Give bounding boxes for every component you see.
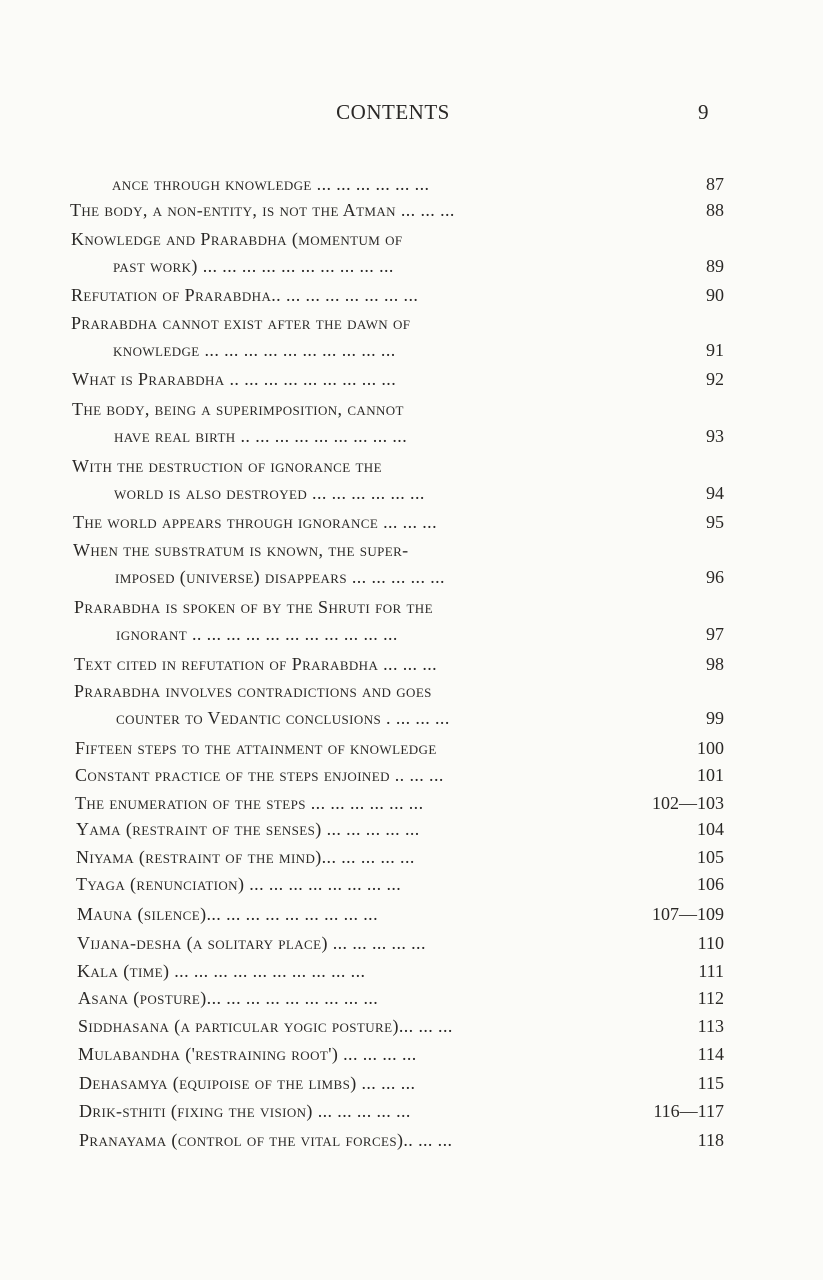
toc-page-number: 97: [706, 624, 724, 644]
toc-entry-line: With the destruction of ignorance the: [72, 456, 382, 476]
page-number: 9: [698, 100, 709, 124]
toc-entry-line: Refutation of Prarabdha.. ... ... ... ... ... ... ...: [71, 285, 419, 305]
toc-page-number: 102—103: [652, 793, 724, 813]
toc-page-number: 92: [706, 369, 724, 389]
toc-entry-line: ance through knowledge ... ... ... ... ... ...: [112, 174, 430, 194]
toc-entry-line: world is also destroyed ... ... ... ... ... ...: [114, 483, 425, 503]
toc-page-number: 105: [697, 847, 724, 867]
toc-entry-line: counter to Vedantic conclusions . ... ... ...: [116, 708, 450, 728]
toc-entry-line: The world appears through ignorance ... ... ...: [73, 512, 437, 532]
toc-entry-line: The body, being a superimposition, cannot: [72, 399, 404, 419]
toc-entry-line: Drik-sthiti (fixing the vision) ... ... ... ... ...: [79, 1101, 411, 1121]
toc-page-number: 93: [706, 426, 724, 446]
toc-entry-line: Yama (restraint of the senses) ... ... ... ... ...: [76, 819, 420, 839]
toc-entry-line: Constant practice of the steps enjoined .. ... ...: [75, 765, 444, 785]
toc-entry-line: Mauna (silence)... ... ... ... ... ... ... ... ...: [77, 904, 378, 924]
toc-page-number: 107—109: [652, 904, 724, 924]
toc-entry-line: Asana (posture)... ... ... ... ... ... ... ... ...: [78, 988, 379, 1008]
toc-page-number: 101: [697, 765, 724, 785]
toc-entry-line: The enumeration of the steps ... ... ... ... ... ...: [75, 793, 424, 813]
toc-page-number: 112: [697, 988, 724, 1008]
toc-entry-line: When the substratum is known, the super-: [73, 540, 409, 560]
toc-page-number: 96: [706, 567, 724, 587]
toc-entry-line: imposed (universe) disappears ... ... ... ... ...: [115, 567, 445, 587]
toc-entry-line: Mulabandha ('restraining root') ... ... ... ...: [78, 1044, 417, 1064]
toc-page-number: 95: [706, 512, 724, 532]
toc-entry-line: Prarabdha involves contradictions and goes: [74, 681, 432, 701]
toc-entry-line: Text cited in refutation of Prarabdha ... ... ...: [74, 654, 438, 674]
toc-page-number: 94: [706, 483, 724, 503]
toc-page-number: 91: [706, 340, 724, 360]
toc-page-number: 90: [706, 285, 724, 305]
toc-page-number: 111: [698, 961, 724, 981]
toc-page-number: 110: [697, 933, 724, 953]
toc-page-number: 100: [697, 738, 724, 758]
toc-entry-line: knowledge ... ... ... ... ... ... ... ... ... ...: [113, 340, 396, 360]
toc-entry-line: have real birth .. ... ... ... ... ... ... ... ...: [114, 426, 408, 446]
toc-page-number: 114: [697, 1044, 724, 1064]
toc-page-number: 88: [706, 200, 724, 220]
toc-entry-line: Niyama (restraint of the mind)... ... ... ... ...: [76, 847, 415, 867]
toc-page-number: 87: [706, 174, 724, 194]
toc-entry-line: What is Prarabdha .. ... ... ... ... ... ... ... ...: [72, 369, 397, 389]
toc-page-number: 98: [706, 654, 724, 674]
toc-entry-line: ignorant .. ... ... ... ... ... ... ... ... ... ...: [116, 624, 398, 644]
toc-page-number: 99: [706, 708, 724, 728]
toc-entry-line: Fifteen steps to the attainment of knowledge: [75, 738, 437, 758]
toc-page-number: 118: [697, 1130, 724, 1150]
toc-entry-line: Prarabdha cannot exist after the dawn of: [71, 313, 411, 333]
toc-page-number: 115: [697, 1073, 724, 1093]
toc-entry-line: Kala (time) ... ... ... ... ... ... ... ... ... ...: [77, 961, 366, 981]
toc-page-number: 104: [697, 819, 724, 839]
toc-entry-line: Pranayama (control of the vital forces).. ... ...: [79, 1130, 453, 1150]
toc-page-number: 113: [697, 1016, 724, 1036]
toc-entry-line: Dehasamya (equipoise of the limbs) ... ... ...: [79, 1073, 416, 1093]
toc-entry-line: past work) ... ... ... ... ... ... ... ... ... ...: [113, 256, 394, 276]
toc-page-number: 106: [697, 874, 724, 894]
toc-entry-line: Siddhasana (a particular yogic posture)... ... ...: [78, 1016, 453, 1036]
toc-entry-line: Prarabdha is spoken of by the Shruti for the: [74, 597, 433, 617]
toc-page-number: 116—117: [653, 1101, 724, 1121]
page-title: CONTENTS: [336, 100, 450, 124]
toc-page-number: 89: [706, 256, 724, 276]
toc-entry-line: Vijana-desha (a solitary place) ... ... ... ... ...: [77, 933, 426, 953]
toc-entry-line: The body, a non-entity, is not the Atman ... ... ...: [70, 200, 455, 220]
toc-entry-line: Tyaga (renunciation) ... ... ... ... ... ... ... ...: [76, 874, 402, 894]
toc-entry-line: Knowledge and Prarabdha (momentum of: [71, 229, 403, 249]
